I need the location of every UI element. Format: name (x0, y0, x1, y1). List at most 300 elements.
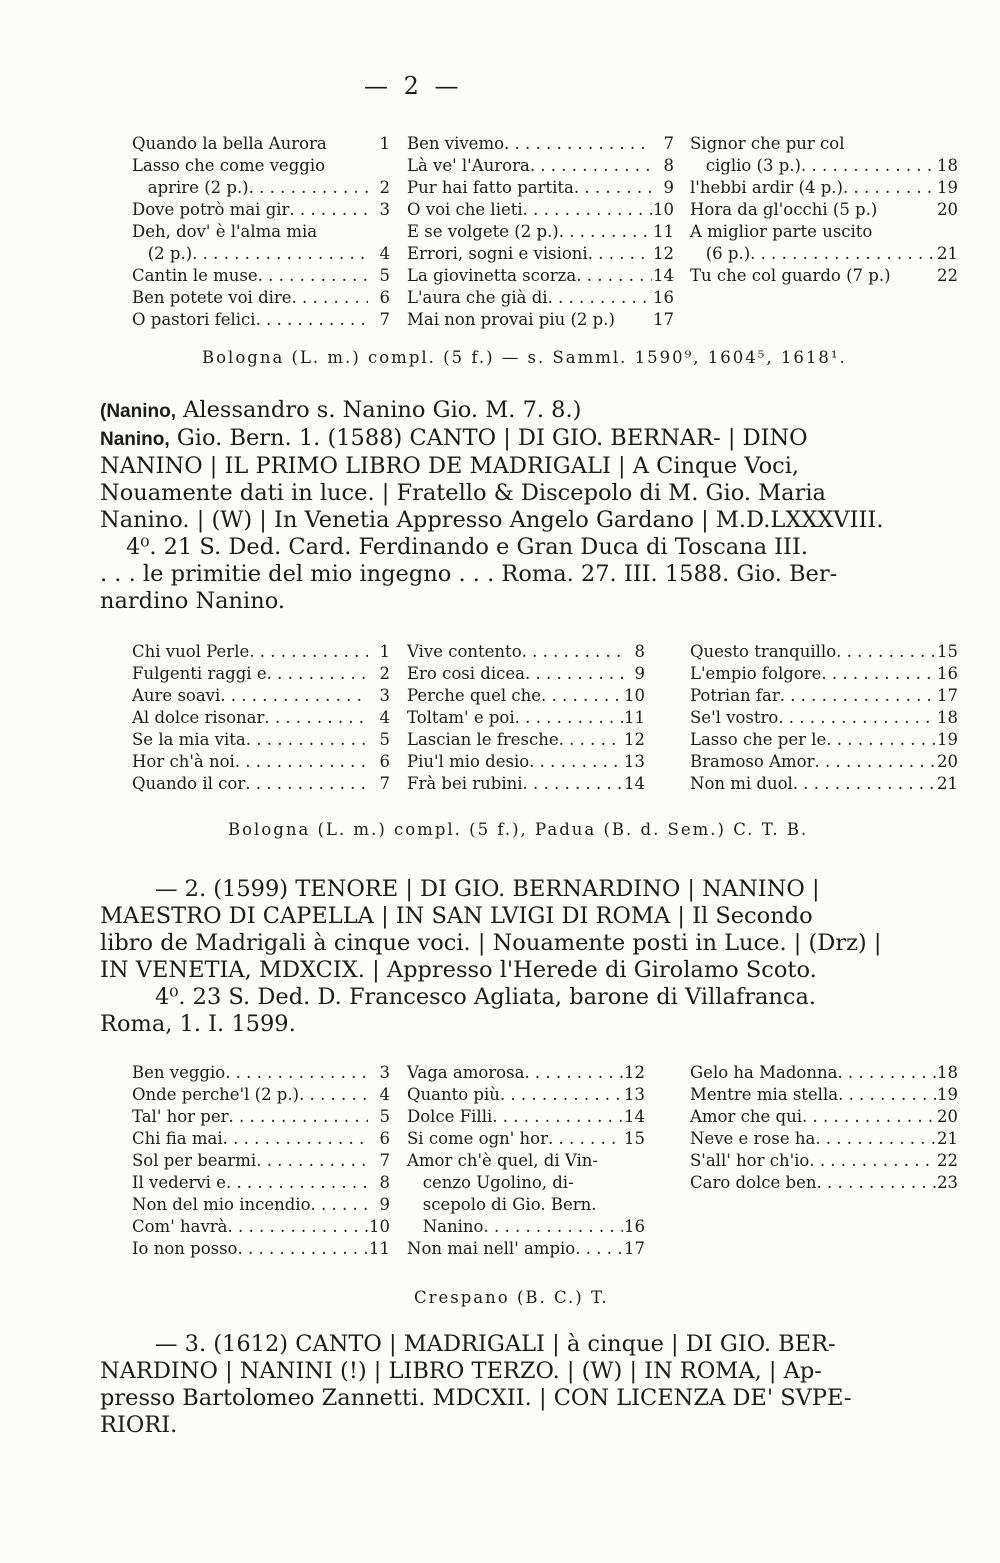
incipit-title: Sol per bearmi (132, 1151, 257, 1170)
incipit-title: scepolo di Gio. Bern. (407, 1195, 597, 1214)
index-entry (690, 243, 958, 265)
index-entry (690, 707, 958, 729)
item-number: 12 (624, 1063, 645, 1082)
entry-line: IN VENETIA, MDXCIX. | Appresso l'Herede di Girolamo Scoto. (100, 957, 817, 983)
incipit-title: (6 p.) (690, 244, 751, 263)
incipit-title: Hor ch'à noi (132, 752, 235, 771)
index-column (132, 641, 390, 795)
item-number: 23 (937, 1173, 958, 1192)
item-number: 19 (937, 178, 958, 197)
leader-dots (483, 1216, 623, 1238)
bibliographic-entry (100, 876, 960, 1038)
incipit-title: Se'l vostro (690, 708, 779, 727)
incipit-title: Mentre mia stella (690, 1085, 839, 1104)
item-number: 8 (379, 1173, 390, 1192)
leader-dots (523, 199, 652, 221)
item-number: 13 (624, 1085, 645, 1104)
leader-dots (814, 751, 936, 773)
library-sigla: Crespano (B. C.) T. (414, 1288, 609, 1307)
leader-dots (836, 641, 936, 663)
leader-dots (229, 1106, 368, 1128)
leader-dots (267, 663, 368, 685)
item-number: 6 (379, 752, 390, 771)
index-entry (407, 663, 645, 685)
incipit-title: Quando il cor (132, 774, 246, 793)
leader-dots (292, 287, 368, 309)
incipit-title: Lasso che come veggio (132, 156, 326, 175)
index-entry (407, 1084, 645, 1106)
item-number: 15 (937, 642, 958, 661)
index-entry (132, 641, 390, 663)
incipit-title: Chi fia mai (132, 1129, 223, 1148)
incipit-title: Ben veggio (132, 1063, 226, 1082)
incipit-title: Vaga amorosa (407, 1063, 525, 1082)
leader-dots (258, 265, 368, 287)
index-entry (690, 663, 958, 685)
index-entry (132, 1194, 390, 1216)
incipit-title: A miglior parte uscito (690, 222, 873, 241)
item-number: 15 (624, 1129, 645, 1148)
leader-dots (793, 773, 936, 795)
leader-dots (311, 1194, 368, 1216)
incipit-title: Nanino (407, 1217, 484, 1236)
item-number: 8 (634, 642, 645, 661)
incipit-title: Dove potrò mai gir (132, 200, 290, 219)
leader-dots (522, 641, 623, 663)
entry-line: Nouamente dati in luce. | Fratello & Discepolo di M. Gio. Maria (100, 480, 826, 506)
index-entry (132, 243, 390, 265)
index-column (132, 133, 390, 331)
index-entry (690, 729, 958, 751)
item-number: 17 (937, 686, 958, 705)
entry-line: — 3. (1612) CANTO | MADRIGALI | à cinque | DI GIO. BER- (155, 1331, 836, 1357)
index-entry (132, 1128, 390, 1150)
index-entry (407, 1128, 645, 1150)
leader-dots (575, 1238, 623, 1260)
leader-dots (826, 729, 936, 751)
incipit-title: l'hebbi ardir (4 p.) (690, 178, 843, 197)
leader-dots (817, 1172, 936, 1194)
index-entry (132, 177, 390, 199)
incipit-title: Errori, sogni e visioni (407, 244, 588, 263)
entry-line: Nanino. | (W) | In Venetia Appresso Angelo Gardano | M.D.LXXXVIII. (100, 507, 884, 533)
leader-dots (220, 685, 368, 707)
leader-dots (809, 1150, 936, 1172)
incipit-title: Amor che qui (690, 1107, 802, 1126)
leader-dots (249, 641, 368, 663)
index-entry (407, 155, 674, 177)
index-entry (407, 287, 674, 309)
incipit-title: Non mi duol (690, 774, 793, 793)
item-number: 7 (379, 774, 390, 793)
entry-line: — 2. (1599) TENORE | DI GIO. BERNARDINO | NANINO | (155, 876, 820, 902)
item-number: 9 (634, 664, 645, 683)
leader-dots (225, 1062, 368, 1084)
item-number: 5 (379, 1107, 390, 1126)
item-number: 18 (937, 1063, 958, 1082)
incipit-title: Tu che col guardo (7 p.) (690, 266, 891, 285)
leader-dots (548, 1128, 623, 1150)
incipit-title: Vive contento (407, 642, 522, 661)
index-entry (690, 751, 958, 773)
incipit-title: Là ve' l'Aurora (407, 156, 530, 175)
item-number: 3 (379, 1063, 390, 1082)
incipit-title: L'aura che già di (407, 288, 548, 307)
leader-dots (192, 243, 368, 265)
incipit-title: Mai non provai piu (2 p.) (407, 310, 615, 329)
index-entry (690, 773, 958, 795)
item-number: 3 (379, 200, 390, 219)
incipit-title: E se volgete (2 p.) (407, 222, 559, 241)
entry-line: nardino Nanino. (100, 588, 286, 614)
index-column (407, 133, 674, 331)
incipit-title: Al dolce risonar (132, 708, 265, 727)
leader-dots (815, 1128, 936, 1150)
incipit-title: Caro dolce ben (690, 1173, 817, 1192)
item-number (936, 133, 958, 155)
leader-dots (780, 685, 936, 707)
index-entry (132, 265, 390, 287)
leader-dots (245, 773, 368, 795)
leader-dots (548, 287, 652, 309)
incipit-title: Non mai nell' ampio (407, 1239, 576, 1258)
index-entry (407, 641, 645, 663)
incipit-title: Lasso che per le (690, 730, 827, 749)
leader-dots (523, 773, 623, 795)
item-number: 5 (379, 266, 390, 285)
item-number: 22 (937, 266, 958, 285)
entry-line: NARDINO | NANINI (!) | LIBRO TERZO. | (W) | IN ROMA, | Ap- (100, 1358, 822, 1384)
leader-dots (249, 177, 368, 199)
index-entry (132, 287, 390, 309)
index-entry (690, 1084, 958, 1106)
incipit-title: Se la mia vita (132, 730, 246, 749)
index-entry (407, 707, 645, 729)
leader-dots (238, 1238, 369, 1260)
item-number: 14 (653, 266, 674, 285)
incipit-title: Deh, dov' è l'alma mia (132, 222, 318, 241)
index-entry (407, 685, 645, 707)
incipit-title: aprire (2 p.) (132, 178, 249, 197)
index-entry (407, 265, 674, 287)
incipit-title: Questo tranquillo (690, 642, 837, 661)
leader-dots (837, 1062, 936, 1084)
index-entry (132, 729, 390, 751)
index-entry (690, 199, 958, 221)
incipit-title: Pur hai fatto partita (407, 178, 574, 197)
incipit-title: Aure soavi (132, 686, 221, 705)
leader-dots (226, 1172, 368, 1194)
leader-dots (524, 1062, 623, 1084)
item-number: 16 (937, 664, 958, 683)
entry-line: libro de Madrigali à cinque voci. | Nouamente posti in Luce. | (Drz) | (100, 930, 882, 956)
incipit-title: Si come ogn' hor (407, 1129, 549, 1148)
item-number: 13 (624, 752, 645, 771)
incipit-title: Onde perche'l (2 p.) (132, 1085, 300, 1104)
item-number: 20 (937, 752, 958, 771)
index-entry (407, 1238, 645, 1260)
page-number: — 2 — (364, 72, 463, 100)
incipit-title: cenzo Ugolino, di- (407, 1173, 574, 1192)
bibliographic-entry (100, 397, 960, 615)
item-number: 10 (653, 200, 674, 219)
item-number: 17 (653, 310, 674, 329)
item-number: 14 (624, 1107, 645, 1126)
leader-dots (289, 199, 368, 221)
leader-dots (530, 155, 652, 177)
leader-dots (559, 221, 652, 243)
index-entry (407, 773, 645, 795)
incipit-title: Chi vuol Perle (132, 642, 250, 661)
leader-dots (529, 751, 623, 773)
item-number: 1 (379, 134, 390, 153)
leader-dots (504, 133, 652, 155)
index-entry (690, 177, 958, 199)
index-entry (690, 685, 958, 707)
index-entry (407, 199, 674, 221)
entry-line: 4⁰. 21 S. Ded. Card. Ferdinando e Gran Duca di Toscana III. (126, 534, 808, 560)
incipit-title: Lascian le fresche (407, 730, 559, 749)
item-number: 10 (369, 1217, 390, 1236)
index-entry (132, 155, 390, 177)
item-number: 17 (624, 1239, 645, 1258)
index-entry (407, 177, 674, 199)
author-name: Nanino, (100, 429, 170, 450)
incipit-title: Non del mio incendio (132, 1195, 311, 1214)
leader-dots (576, 265, 652, 287)
index-entry (407, 729, 645, 751)
incipit-title: Ero cosi dicea (407, 664, 525, 683)
item-number: 2 (379, 664, 390, 683)
index-entry (690, 221, 958, 243)
incipit-title: O voi che lieti (407, 200, 523, 219)
leader-dots (256, 309, 368, 331)
leader-dots (246, 729, 368, 751)
entry-line: Alessandro s. Nanino Gio. M. 7. 8.) (176, 397, 582, 423)
item-number (936, 221, 958, 243)
index-entry (407, 1194, 645, 1216)
leader-dots (541, 685, 623, 707)
leader-dots (515, 707, 623, 729)
item-number (623, 1172, 645, 1194)
index-column (407, 1062, 645, 1260)
index-entry (132, 1084, 390, 1106)
index-entry (132, 1150, 390, 1172)
leader-dots (802, 1106, 936, 1128)
index-entry (132, 685, 390, 707)
item-number (368, 155, 390, 177)
index-entry (132, 309, 390, 331)
index-entry (132, 221, 390, 243)
item-number: 3 (379, 686, 390, 705)
leader-dots (235, 751, 368, 773)
leader-dots (492, 1106, 623, 1128)
entry-line: 4⁰. 23 S. Ded. D. Francesco Agliata, barone di Villafranca. (155, 984, 817, 1010)
incipit-title: S'all' hor ch'io (690, 1151, 810, 1170)
item-number: 4 (379, 244, 390, 263)
incipit-title: Dolce Filli (407, 1107, 493, 1126)
entry-line: presso Bartolomeo Zannetti. MDCXII. | CON LICENZA DE' SVPE- (100, 1385, 852, 1411)
bibliographic-entry (100, 1331, 960, 1439)
index-entry (690, 1172, 958, 1194)
incipit-title: ciglio (3 p.) (690, 156, 801, 175)
leader-dots (228, 1216, 369, 1238)
incipit-title: L'empio folgore (690, 664, 822, 683)
incipit-title: Perche quel che (407, 686, 541, 705)
item-number: 2 (379, 178, 390, 197)
item-number: 19 (937, 730, 958, 749)
incipit-title: Fulgenti raggi e (132, 664, 267, 683)
item-number: 8 (663, 156, 674, 175)
item-number: 9 (379, 1195, 390, 1214)
item-number: 12 (653, 244, 674, 263)
entry-line: Gio. Bern. 1. (1588) CANTO | DI GIO. BERNAR- | DINO (169, 425, 808, 451)
incipit-title: Il vedervi e (132, 1173, 226, 1192)
library-sigla: Bologna (L. m.) compl. (5 f.), Padua (B. d. Sem.) C. T. B. (228, 820, 809, 839)
index-entry (132, 199, 390, 221)
item-number: 6 (379, 1129, 390, 1148)
leader-dots (801, 155, 936, 177)
leader-dots (559, 729, 623, 751)
index-entry (690, 1062, 958, 1084)
index-entry (407, 1216, 645, 1238)
incipit-title: Signor che pur col (690, 134, 845, 153)
item-number: 4 (379, 708, 390, 727)
incipit-title: Frà bei rubini (407, 774, 523, 793)
index-entry (690, 1106, 958, 1128)
index-entry (132, 133, 390, 155)
incipit-title: Quanto più (407, 1085, 500, 1104)
incipit-title: Cantin le muse (132, 266, 258, 285)
index-entry (132, 707, 390, 729)
leader-dots (223, 1128, 368, 1150)
item-number: 21 (937, 774, 958, 793)
index-entry (132, 1238, 390, 1260)
incipit-title: Ben potete voi dire (132, 288, 292, 307)
index-entry (407, 1106, 645, 1128)
index-entry (407, 243, 674, 265)
entry-line: RIORI. (100, 1412, 178, 1438)
entry-line: Roma, 1. I. 1599. (100, 1011, 296, 1037)
entry-line: . . . le primitie del mio ingegno . . . Roma. 27. III. 1588. Gio. Ber- (100, 561, 838, 587)
incipit-title: La giovinetta scorza (407, 266, 577, 285)
leader-dots (256, 1150, 368, 1172)
leader-dots (299, 1084, 368, 1106)
index-entry (132, 1216, 390, 1238)
index-column (132, 1062, 390, 1260)
index-column (407, 641, 645, 795)
item-number: 22 (937, 1151, 958, 1170)
item-number (623, 1150, 645, 1172)
incipit-title: O pastori felici (132, 310, 256, 329)
item-number: 12 (624, 730, 645, 749)
item-number: 11 (369, 1239, 390, 1258)
item-number: 5 (379, 730, 390, 749)
incipit-title: Gelo ha Madonna (690, 1063, 838, 1082)
entry-line: MAESTRO DI CAPELLA | IN SAN LVIGI DI ROMA | Il Secondo (100, 903, 813, 929)
index-column (690, 133, 958, 287)
item-number: 20 (937, 200, 958, 219)
index-entry (132, 1062, 390, 1084)
index-column (690, 641, 958, 795)
item-number: 10 (624, 686, 645, 705)
leader-dots (588, 243, 652, 265)
incipit-title: Com' havrà (132, 1217, 228, 1236)
index-entry (690, 155, 958, 177)
item-number: 16 (653, 288, 674, 307)
index-entry (407, 751, 645, 773)
item-number: 21 (937, 244, 958, 263)
incipit-title: Tal' hor per (132, 1107, 229, 1126)
item-number: 19 (937, 1085, 958, 1104)
item-number: 6 (379, 288, 390, 307)
index-entry (407, 1150, 645, 1172)
leader-dots (821, 663, 936, 685)
incipit-title: (2 p.) (132, 244, 193, 263)
index-entry (690, 641, 958, 663)
index-entry (407, 1062, 645, 1084)
index-entry (132, 751, 390, 773)
index-column (690, 1062, 958, 1194)
leader-dots (843, 177, 936, 199)
index-entry (407, 309, 674, 331)
incipit-title: Io non posso (132, 1239, 238, 1258)
index-entry (407, 221, 674, 243)
incipit-title: Ben vivemo (407, 134, 505, 153)
item-number (368, 221, 390, 243)
incipit-title: Amor ch'è quel, di Vin- (407, 1151, 598, 1170)
entry-line: NANINO | IL PRIMO LIBRO DE MADRIGALI | A Cinque Voci, (100, 453, 800, 479)
leader-dots (500, 1084, 623, 1106)
leader-dots (264, 707, 368, 729)
incipit-title: Quando la bella Aurora (132, 134, 327, 153)
library-sigla: Bologna (L. m.) compl. (5 f.) — s. Samml. 1590⁹, 1604⁵, 1618¹. (202, 348, 847, 367)
index-entry (690, 1150, 958, 1172)
index-entry (407, 1172, 645, 1194)
leader-dots (838, 1084, 936, 1106)
incipit-title: Potrian far (690, 686, 780, 705)
item-number: 16 (624, 1217, 645, 1236)
item-number: 7 (663, 134, 674, 153)
item-number: 11 (624, 708, 645, 727)
index-entry (690, 133, 958, 155)
item-number: 7 (379, 310, 390, 329)
author-name: (Nanino, (100, 401, 176, 422)
index-entry (407, 133, 674, 155)
item-number: 7 (379, 1151, 390, 1170)
item-number: 18 (937, 708, 958, 727)
index-entry (132, 1106, 390, 1128)
leader-dots (778, 707, 936, 729)
leader-dots (574, 177, 652, 199)
index-entry (132, 663, 390, 685)
item-number: 18 (937, 156, 958, 175)
incipit-title: Hora da gl'occhi (5 p.) (690, 200, 878, 219)
item-number: 14 (624, 774, 645, 793)
incipit-title: Piu'l mio desio (407, 752, 530, 771)
item-number: 9 (663, 178, 674, 197)
leader-dots (750, 243, 936, 265)
incipit-title: Bramoso Amor (690, 752, 815, 771)
item-number: 4 (379, 1085, 390, 1104)
item-number: 11 (653, 222, 674, 241)
index-entry (690, 1128, 958, 1150)
item-number: 21 (937, 1129, 958, 1148)
item-number (623, 1194, 645, 1216)
index-entry (132, 1172, 390, 1194)
item-number: 20 (937, 1107, 958, 1126)
incipit-title: Neve e rose ha (690, 1129, 816, 1148)
